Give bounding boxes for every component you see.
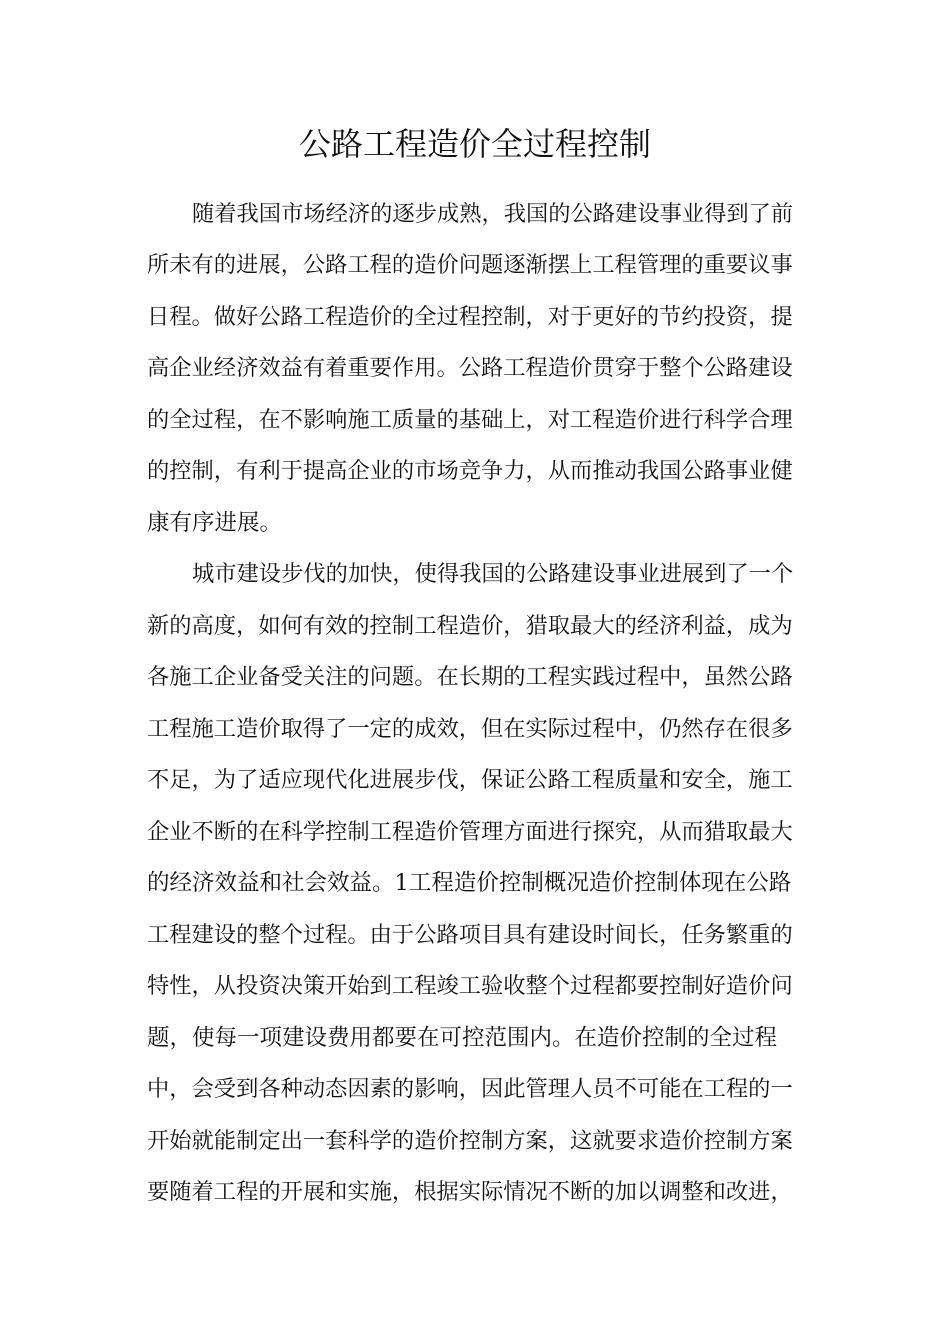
- document-title: 公路工程造价全过程控制: [298, 125, 651, 163]
- paragraph-2-line-5: 不足，为了适应现代化进展步伐，保证公路工程质量和安全，施工: [147, 767, 793, 793]
- paragraph-2-line-6: 企业不断的在科学控制工程造价管理方面进行探究，从而猎取最大: [147, 819, 793, 845]
- paragraph-1-line-7: 康有序进展。: [147, 510, 283, 536]
- paragraph-2-line-4: 工程施工造价取得了一定的成效，但在实际过程中，仍然存在很多: [147, 716, 793, 742]
- paragraph-2-line-1: 城市建设步伐的加快，使得我国的公路建设事业进展到了一个: [192, 561, 794, 587]
- paragraph-2-line-10: 题，使每一项建设费用都要在可控范围内。在造价控制的全过程: [147, 1025, 778, 1051]
- paragraph-1-line-6: 的控制，有利于提高企业的市场竞争力，从而推动我国公路事业健: [147, 458, 793, 484]
- paragraph-2-line-2: 新的高度，如何有效的控制工程造价，猎取最大的经济利益，成为: [147, 613, 793, 639]
- paragraph-2-line-8: 工程建设的整个过程。由于公路项目具有建设时间长，任务繁重的: [147, 922, 793, 948]
- paragraph-1-line-2: 所未有的进展，公路工程的造价问题逐渐摆上工程管理的重要议事: [147, 252, 793, 278]
- paragraph-2-line-3: 各施工企业备受关注的问题。在长期的工程实践过程中，虽然公路: [147, 664, 793, 690]
- paragraph-2-line-7: 的经济效益和社会效益。1工程造价控制概况造价控制体现在公路: [147, 870, 792, 896]
- paragraph-2-line-11: 中，会受到各种动态因素的影响，因此管理人员不可能在工程的一: [147, 1076, 793, 1102]
- paragraph-2-line-13: 要随着工程的开展和实施，根据实际情况不断的加以调整和改进，: [147, 1179, 793, 1205]
- paragraph-1-line-4: 高企业经济效益有着重要作用。公路工程造价贯穿于整个公路建设: [147, 355, 793, 381]
- paragraph-2-line-9: 特性，从投资决策开始到工程竣工验收整个过程都要控制好造价问: [147, 973, 793, 999]
- paragraph-2-line-12: 开始就能制定出一套科学的造价控制方案，这就要求造价控制方案: [147, 1128, 793, 1154]
- paragraph-1-line-1: 随着我国市场经济的逐步成熟，我国的公路建设事业得到了前: [192, 201, 794, 227]
- paragraph-1-line-5: 的全过程，在不影响施工质量的基础上，对工程造价进行科学合理: [147, 407, 793, 433]
- paragraph-1-line-3: 日程。做好公路工程造价的全过程控制，对于更好的节约投资，提: [147, 304, 793, 330]
